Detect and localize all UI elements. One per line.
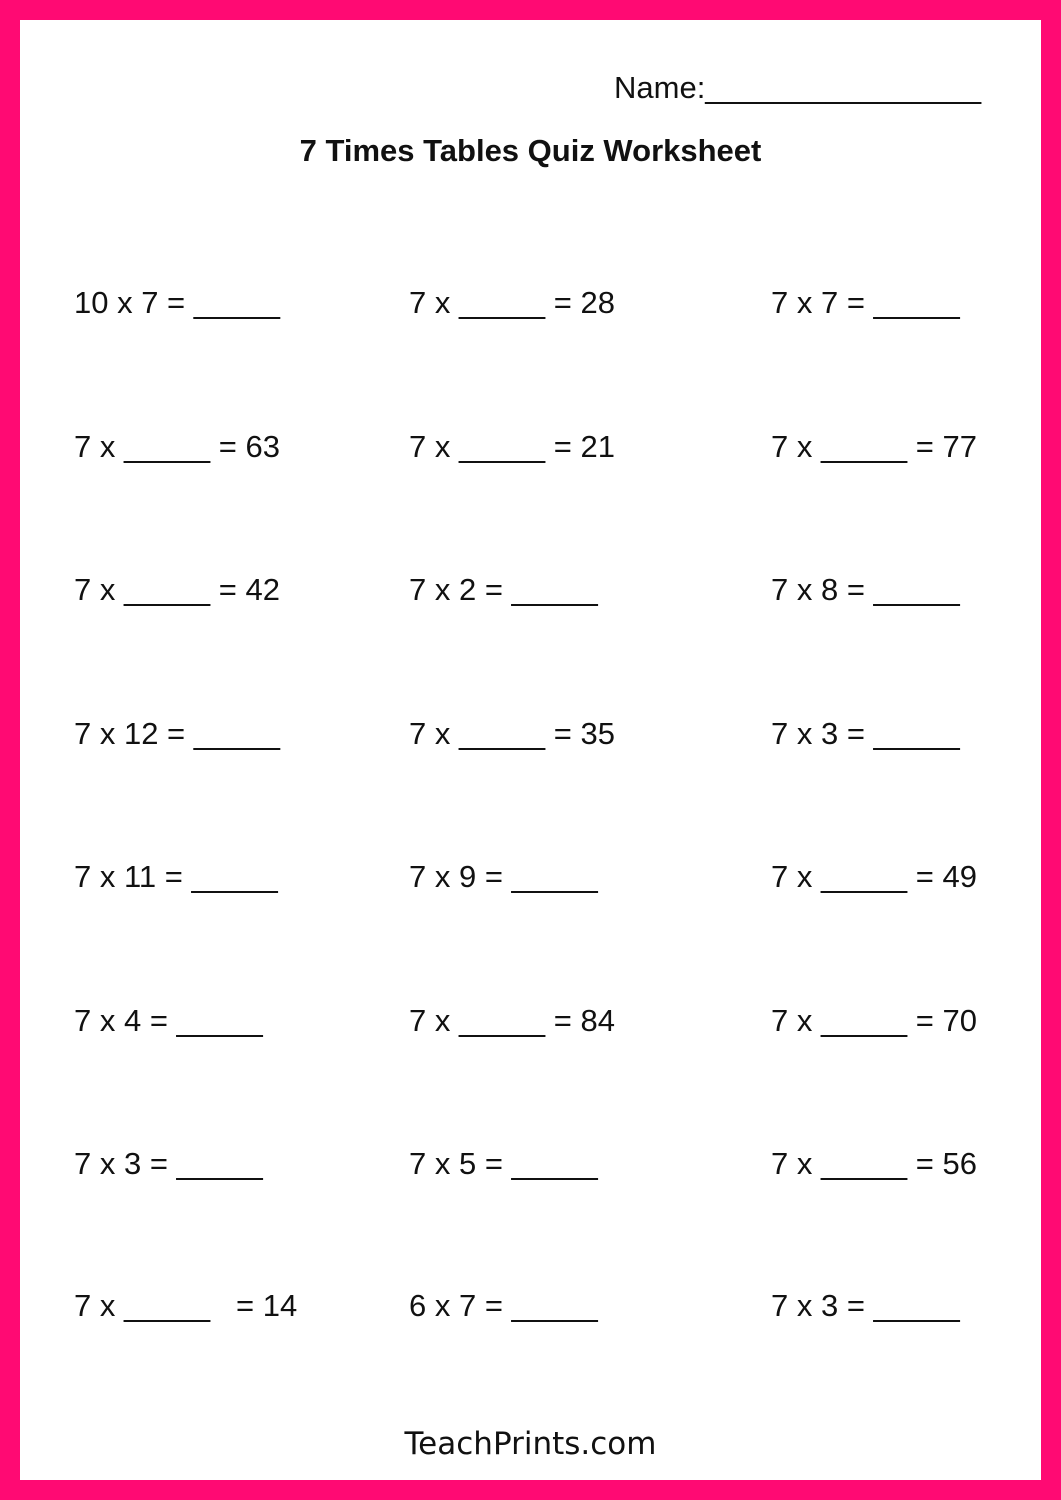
name-field-label: Name:________________: [614, 70, 982, 105]
problem-8: 7 x 2 = _____: [409, 572, 598, 607]
problem-13: 7 x 11 = _____: [74, 859, 278, 894]
problem-24: 7 x 3 = _____: [771, 1288, 960, 1323]
problem-18: 7 x _____ = 70: [771, 1003, 977, 1038]
problem-14: 7 x 9 = _____: [409, 859, 598, 894]
worksheet-page: [20, 20, 1041, 1480]
problem-23: 6 x 7 = _____: [409, 1288, 598, 1323]
problem-3: 7 x 7 = _____: [771, 285, 960, 320]
problem-11: 7 x _____ = 35: [409, 716, 615, 751]
problem-5: 7 x _____ = 21: [409, 429, 615, 464]
problem-19: 7 x 3 = _____: [74, 1146, 263, 1181]
problem-12: 7 x 3 = _____: [771, 716, 960, 751]
problem-15: 7 x _____ = 49: [771, 859, 977, 894]
problem-1: 10 x 7 = _____: [74, 285, 280, 320]
problem-4: 7 x _____ = 63: [74, 429, 280, 464]
site-footer-logo: TeachPrints.com: [404, 1426, 657, 1462]
worksheet-title: 7 Times Tables Quiz Worksheet: [299, 133, 762, 168]
problem-7: 7 x _____ = 42: [74, 572, 280, 607]
problem-16: 7 x 4 = _____: [74, 1003, 263, 1038]
problem-6: 7 x _____ = 77: [771, 429, 977, 464]
problem-22: 7 x _____ = 14: [74, 1288, 298, 1323]
problem-20: 7 x 5 = _____: [409, 1146, 598, 1181]
problem-10: 7 x 12 = _____: [74, 716, 280, 751]
problem-17: 7 x _____ = 84: [409, 1003, 615, 1038]
problem-2: 7 x _____ = 28: [409, 285, 615, 320]
problem-21: 7 x _____ = 56: [771, 1146, 977, 1181]
problem-9: 7 x 8 = _____: [771, 572, 960, 607]
